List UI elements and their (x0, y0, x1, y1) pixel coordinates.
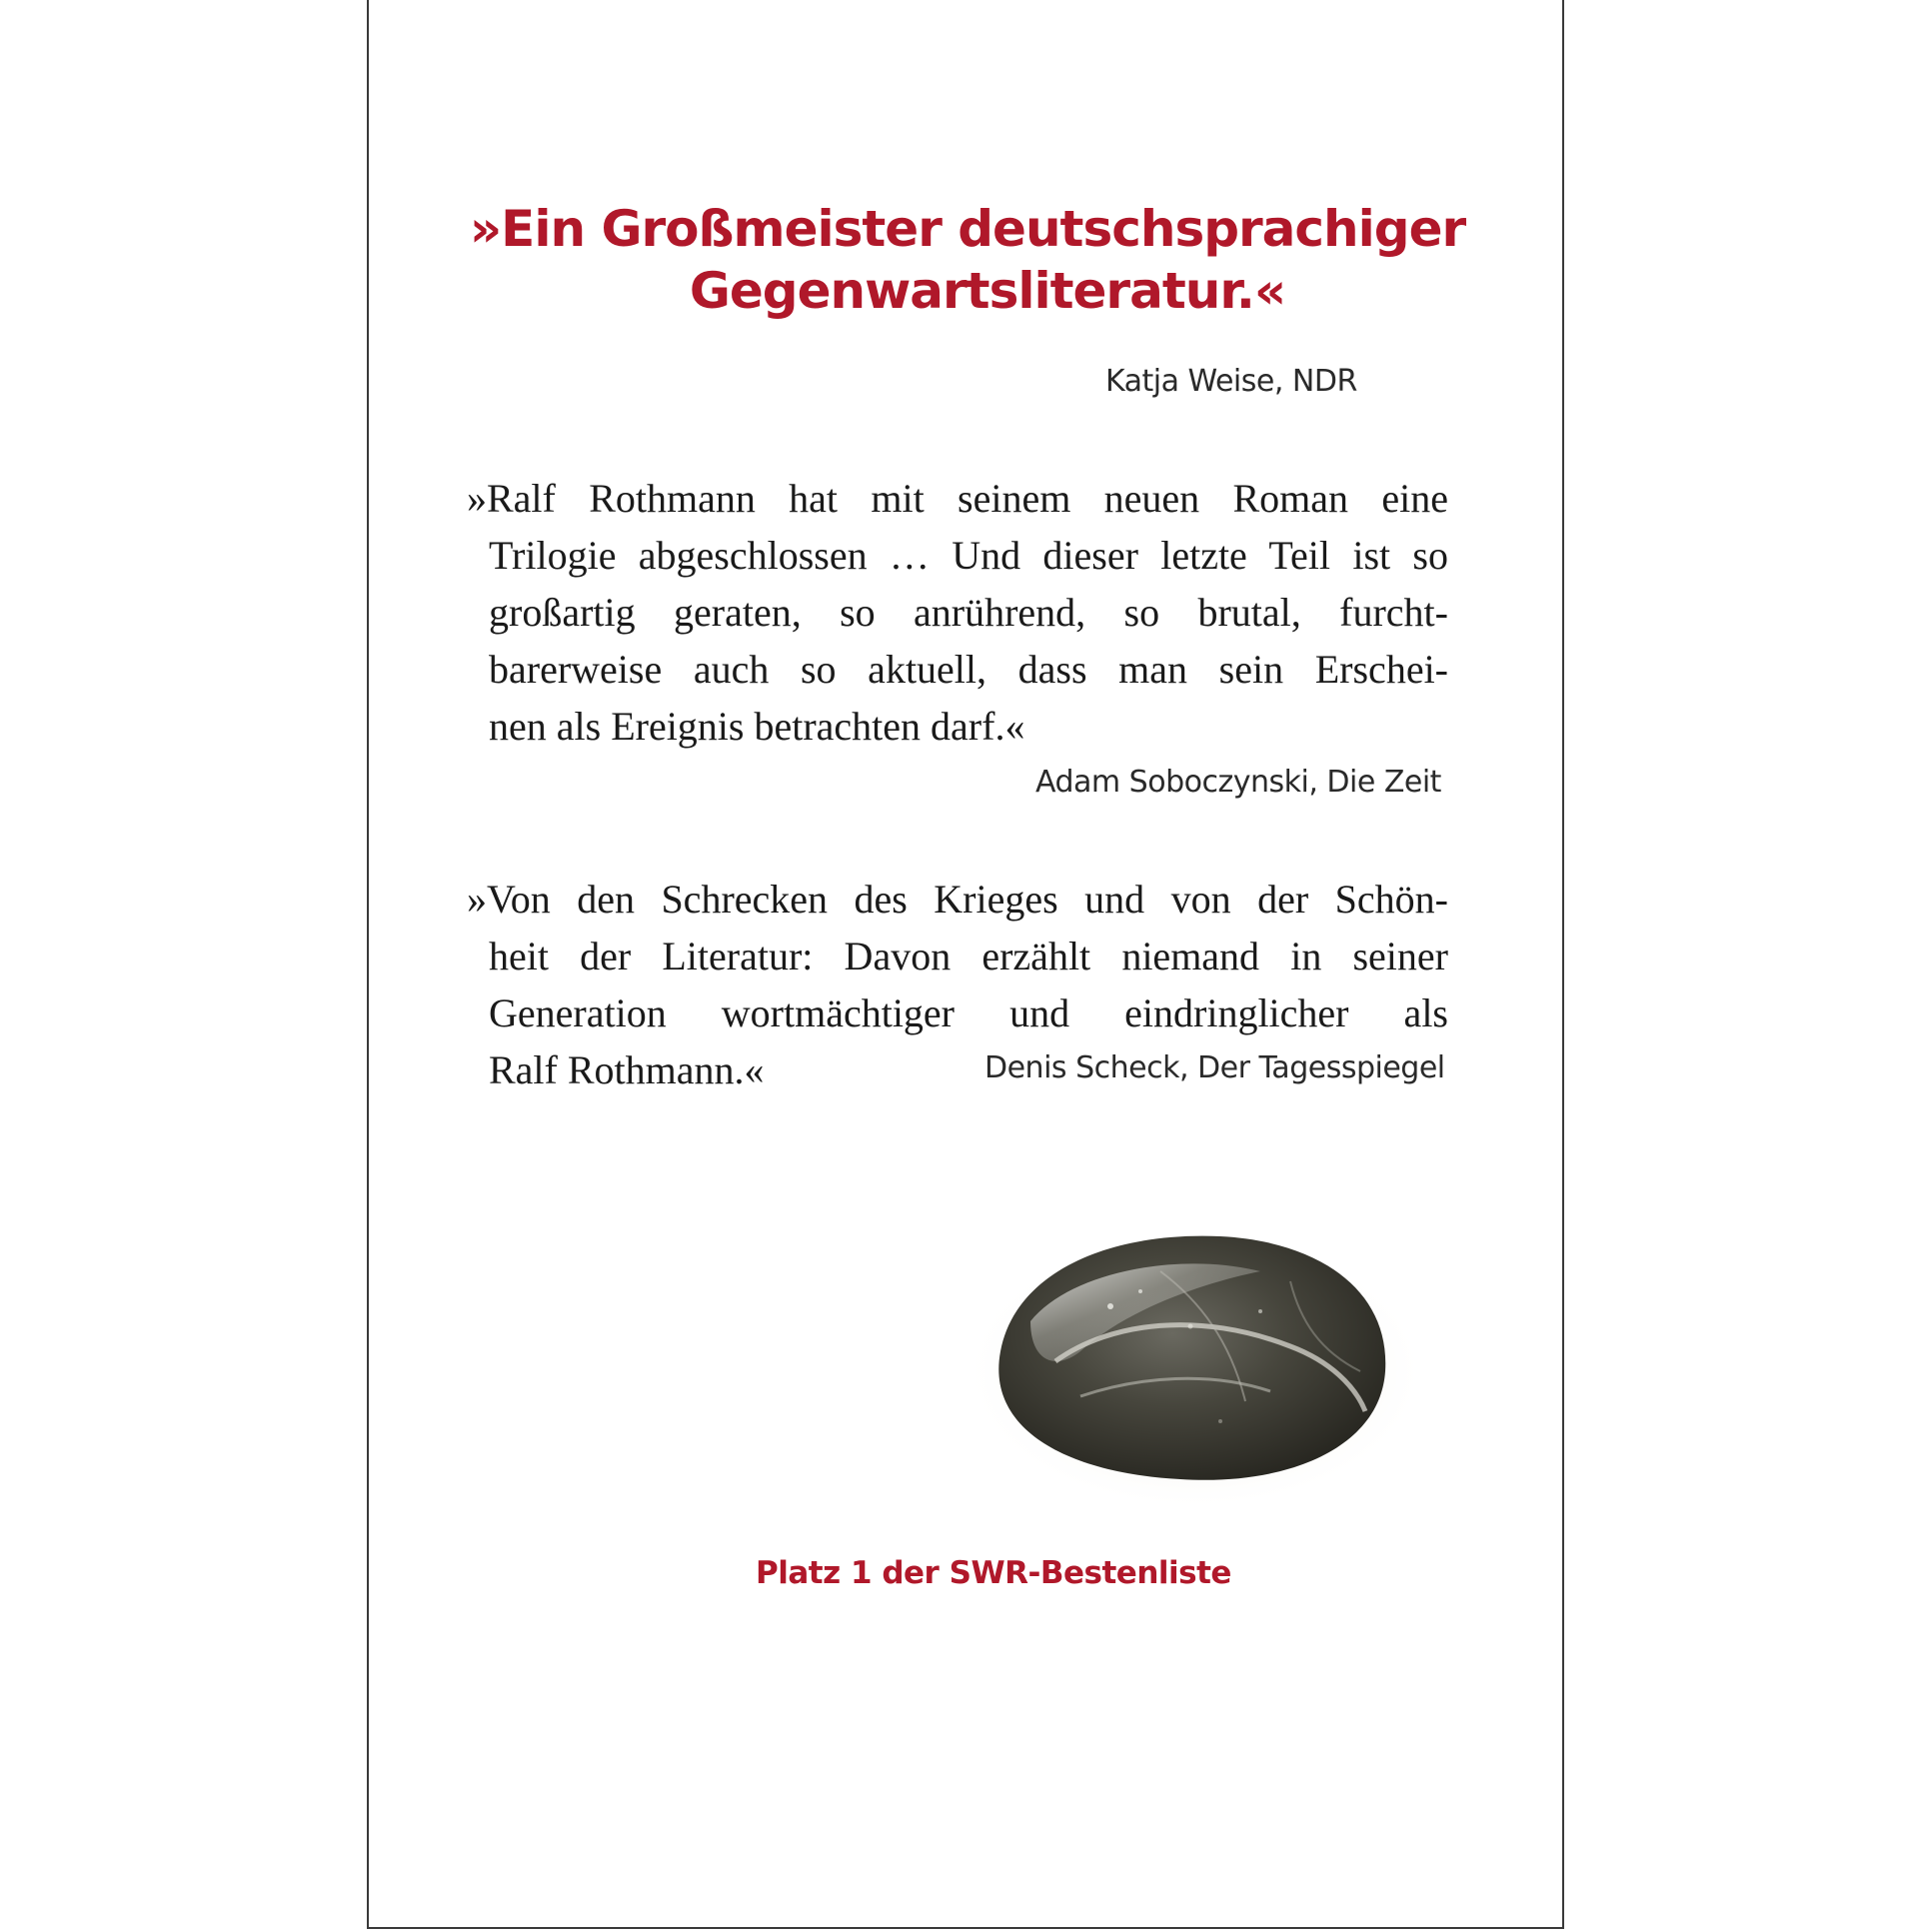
quote-1-line-1: »Ralf Rothmann hat mit seinem neuen Roman eine (467, 476, 1448, 521)
quote-1-line-4: barerweise auch so aktuell, dass man sein Erschei- (489, 647, 1448, 692)
headline-line-2: Gegenwartsliteratur.« (689, 262, 1286, 320)
quote-block-1 (467, 470, 1448, 755)
stone-pebble-icon (961, 1211, 1430, 1511)
quote-2-line-1: »Von den Schrecken des Krieges und von der Schön- (467, 877, 1448, 922)
quote-1-line-3: großartig geraten, so anrührend, so brutal, furcht- (489, 590, 1448, 635)
quote-1-line-2: Trilogie abgeschlossen … Und dieser letzte Teil ist so (489, 533, 1448, 578)
headline-line-1: »Ein Großmeister deutschsprachiger (469, 200, 1466, 258)
quote-2-line-2: heit der Literatur: Davon erzählt niemand in seiner (489, 934, 1448, 978)
book-back-cover (367, 0, 1564, 1929)
quote-2-line-3: Generation wortmächtiger und eindringlicher als (489, 990, 1448, 1035)
quote-1-line-5: nen als Ereignis betrachten darf.« (489, 704, 1025, 749)
quote-2-attribution: Denis Scheck, Der Tagesspiegel (984, 1050, 1445, 1085)
bestseller-note: Platz 1 der SWR-Bestenliste (756, 1555, 1231, 1591)
quote-2-line-4: Ralf Rothmann.« (489, 1047, 765, 1092)
headline-attribution: Katja Weise, NDR (1105, 364, 1357, 399)
quote-1-attribution: Adam Soboczynski, Die Zeit (1035, 765, 1441, 800)
headline-quote (369, 198, 1566, 322)
